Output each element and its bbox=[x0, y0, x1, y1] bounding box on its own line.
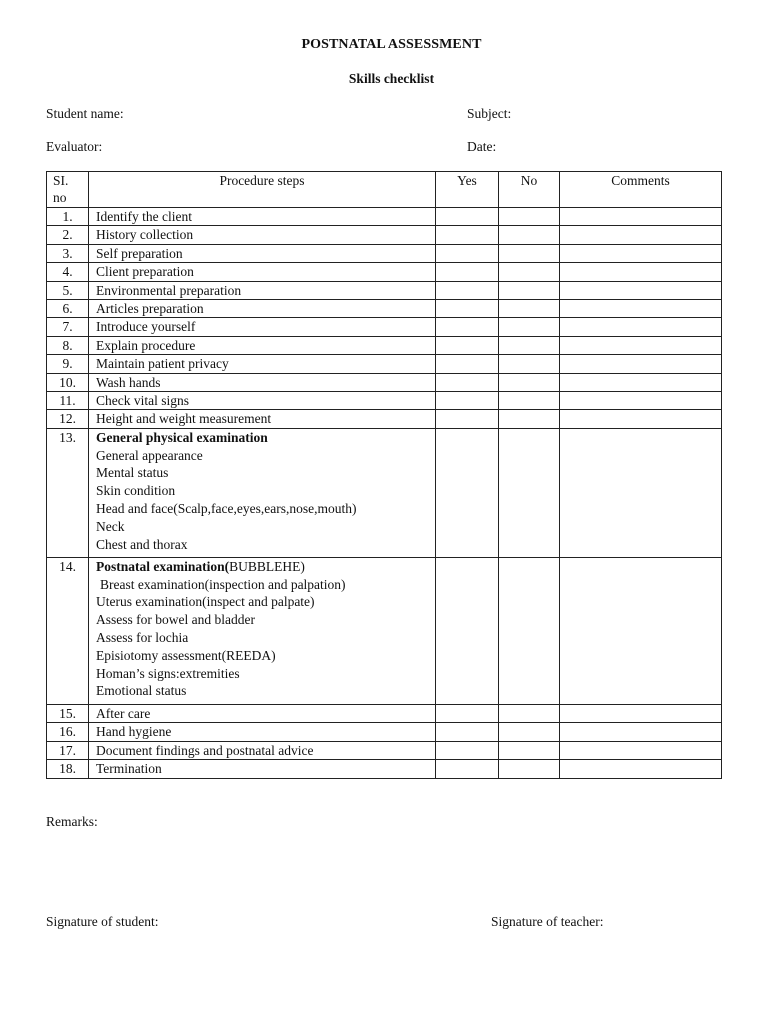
row-number: 8. bbox=[47, 336, 89, 354]
table-row bbox=[47, 373, 722, 391]
no-cell[interactable] bbox=[499, 704, 560, 722]
date-label: Date: bbox=[467, 139, 497, 154]
no-cell[interactable] bbox=[499, 355, 560, 373]
sub-step: Mental status bbox=[96, 465, 169, 481]
row-number: 10. bbox=[47, 373, 89, 391]
procedure-step: Height and weight measurement bbox=[89, 410, 436, 428]
no-cell[interactable] bbox=[499, 557, 560, 704]
comments-cell[interactable] bbox=[560, 760, 722, 778]
comments-cell[interactable] bbox=[560, 300, 722, 318]
sub-step: General appearance bbox=[96, 447, 203, 463]
table-row bbox=[47, 336, 722, 354]
yes-cell[interactable] bbox=[436, 244, 499, 262]
table-row bbox=[47, 760, 722, 778]
yes-cell[interactable] bbox=[436, 208, 499, 226]
sub-step: Assess for bowel and bladder bbox=[96, 612, 255, 628]
procedure-step-group bbox=[89, 428, 436, 557]
no-cell[interactable] bbox=[499, 208, 560, 226]
comments-cell[interactable] bbox=[560, 208, 722, 226]
table-header-row bbox=[47, 172, 722, 208]
table-row bbox=[47, 318, 722, 336]
comments-cell[interactable] bbox=[560, 428, 722, 557]
yes-cell[interactable] bbox=[436, 263, 499, 281]
procedure-step: Self preparation bbox=[89, 244, 436, 262]
page-title: POSTNATAL ASSESSMENT bbox=[301, 37, 482, 52]
comments-cell[interactable] bbox=[560, 226, 722, 244]
table-row bbox=[47, 226, 722, 244]
yes-cell[interactable] bbox=[436, 226, 499, 244]
sub-step: Uterus examination(inspect and palpate) bbox=[96, 594, 315, 610]
row-number: 6. bbox=[47, 300, 89, 318]
table-row bbox=[47, 741, 722, 759]
sub-step: Emotional status bbox=[96, 683, 187, 699]
table-body bbox=[47, 208, 722, 779]
no-cell[interactable] bbox=[499, 410, 560, 428]
comments-cell[interactable] bbox=[560, 355, 722, 373]
procedure-step: Hand hygiene bbox=[89, 723, 436, 741]
table-row-general-exam bbox=[47, 428, 722, 557]
table-row bbox=[47, 244, 722, 262]
comments-cell[interactable] bbox=[560, 723, 722, 741]
yes-cell[interactable] bbox=[436, 741, 499, 759]
yes-cell[interactable] bbox=[436, 428, 499, 557]
procedure-step: After care bbox=[89, 704, 436, 722]
row-number: 14. bbox=[47, 557, 89, 704]
no-cell[interactable] bbox=[499, 281, 560, 299]
yes-cell[interactable] bbox=[436, 760, 499, 778]
row-number: 5. bbox=[47, 281, 89, 299]
sub-step: Homan’s signs:extremities bbox=[96, 665, 240, 681]
table-row-postnatal-exam bbox=[47, 557, 722, 704]
column-header-procedure: Procedure steps bbox=[89, 172, 436, 208]
yes-cell[interactable] bbox=[436, 410, 499, 428]
procedure-step: Termination bbox=[89, 760, 436, 778]
comments-cell[interactable] bbox=[560, 318, 722, 336]
procedure-step: Client preparation bbox=[89, 263, 436, 281]
table-row bbox=[47, 263, 722, 281]
signature-student-label: Signature of student: bbox=[46, 914, 159, 929]
no-cell[interactable] bbox=[499, 318, 560, 336]
row-number: 16. bbox=[47, 723, 89, 741]
sub-step: Assess for lochia bbox=[96, 630, 189, 646]
row-number: 11. bbox=[47, 392, 89, 410]
sub-step: Neck bbox=[96, 518, 125, 534]
student-name-label: Student name: bbox=[46, 106, 124, 121]
sub-step: Episiotomy assessment(REEDA) bbox=[96, 647, 276, 663]
no-cell[interactable] bbox=[499, 428, 560, 557]
yes-cell[interactable] bbox=[436, 723, 499, 741]
table-row bbox=[47, 410, 722, 428]
yes-cell[interactable] bbox=[436, 300, 499, 318]
procedure-step: Identify the client bbox=[89, 208, 436, 226]
comments-cell[interactable] bbox=[560, 410, 722, 428]
row-number: 4. bbox=[47, 263, 89, 281]
comments-cell[interactable] bbox=[560, 373, 722, 391]
row-number: 12. bbox=[47, 410, 89, 428]
no-cell[interactable] bbox=[499, 392, 560, 410]
table-row bbox=[47, 355, 722, 373]
row-number: 13. bbox=[47, 428, 89, 557]
row-number: 15. bbox=[47, 704, 89, 722]
table-row bbox=[47, 723, 722, 741]
row-number: 17. bbox=[47, 741, 89, 759]
procedure-step: Maintain patient privacy bbox=[89, 355, 436, 373]
column-header-comments: Comments bbox=[560, 172, 722, 208]
comments-cell[interactable] bbox=[560, 244, 722, 262]
yes-cell[interactable] bbox=[436, 281, 499, 299]
no-cell[interactable] bbox=[499, 226, 560, 244]
comments-cell[interactable] bbox=[560, 263, 722, 281]
sub-step: Breast examination(inspection and palpation) bbox=[100, 576, 346, 592]
yes-cell[interactable] bbox=[436, 557, 499, 704]
comments-cell[interactable] bbox=[560, 557, 722, 704]
remarks-label: Remarks: bbox=[46, 814, 98, 829]
no-cell[interactable] bbox=[499, 373, 560, 391]
no-cell[interactable] bbox=[499, 760, 560, 778]
no-cell[interactable] bbox=[499, 300, 560, 318]
skills-checklist-table bbox=[46, 171, 722, 779]
no-cell[interactable] bbox=[499, 336, 560, 354]
row-number: 3. bbox=[47, 244, 89, 262]
column-header-sl-no: SI. no bbox=[47, 172, 89, 208]
comments-cell[interactable] bbox=[560, 704, 722, 722]
evaluator-label: Evaluator: bbox=[46, 139, 103, 154]
yes-cell[interactable] bbox=[436, 336, 499, 354]
procedure-step: Wash hands bbox=[89, 373, 436, 391]
table-row bbox=[47, 281, 722, 299]
page-subtitle: Skills checklist bbox=[348, 71, 435, 86]
row-number: 18. bbox=[47, 760, 89, 778]
yes-cell[interactable] bbox=[436, 318, 499, 336]
table-row bbox=[47, 704, 722, 722]
table-row bbox=[47, 392, 722, 410]
procedure-step: Environmental preparation bbox=[89, 281, 436, 299]
row-number: 1. bbox=[47, 208, 89, 226]
column-header-no: No bbox=[499, 172, 560, 208]
yes-cell[interactable] bbox=[436, 355, 499, 373]
yes-cell[interactable] bbox=[436, 373, 499, 391]
procedure-step: Document findings and postnatal advice bbox=[89, 741, 436, 759]
no-cell[interactable] bbox=[499, 723, 560, 741]
table-row bbox=[47, 208, 722, 226]
table-row bbox=[47, 300, 722, 318]
row-number: 2. bbox=[47, 226, 89, 244]
procedure-step: Articles preparation bbox=[89, 300, 436, 318]
no-cell[interactable] bbox=[499, 741, 560, 759]
yes-cell[interactable] bbox=[436, 704, 499, 722]
step-heading: General physical examination bbox=[96, 429, 268, 445]
comments-cell[interactable] bbox=[560, 741, 722, 759]
comments-cell[interactable] bbox=[560, 392, 722, 410]
yes-cell[interactable] bbox=[436, 392, 499, 410]
procedure-step-group bbox=[89, 557, 436, 704]
no-cell[interactable] bbox=[499, 244, 560, 262]
comments-cell[interactable] bbox=[560, 281, 722, 299]
sub-step: Skin condition bbox=[96, 483, 176, 499]
step-heading: Postnatal examination(BUBBLEHE) bbox=[96, 558, 305, 574]
row-number: 9. bbox=[47, 355, 89, 373]
procedure-step: Explain procedure bbox=[89, 336, 436, 354]
subject-label: Subject: bbox=[467, 106, 512, 121]
sub-step: Head and face(Scalp,face,eyes,ears,nose,mouth) bbox=[96, 501, 357, 517]
signature-teacher-label: Signature of teacher: bbox=[491, 914, 604, 929]
row-number: 7. bbox=[47, 318, 89, 336]
procedure-step: Check vital signs bbox=[89, 392, 436, 410]
no-cell[interactable] bbox=[499, 263, 560, 281]
comments-cell[interactable] bbox=[560, 336, 722, 354]
procedure-step: Introduce yourself bbox=[89, 318, 436, 336]
procedure-step: History collection bbox=[89, 226, 436, 244]
column-header-yes: Yes bbox=[436, 172, 499, 208]
sub-step: Chest and thorax bbox=[96, 536, 188, 552]
